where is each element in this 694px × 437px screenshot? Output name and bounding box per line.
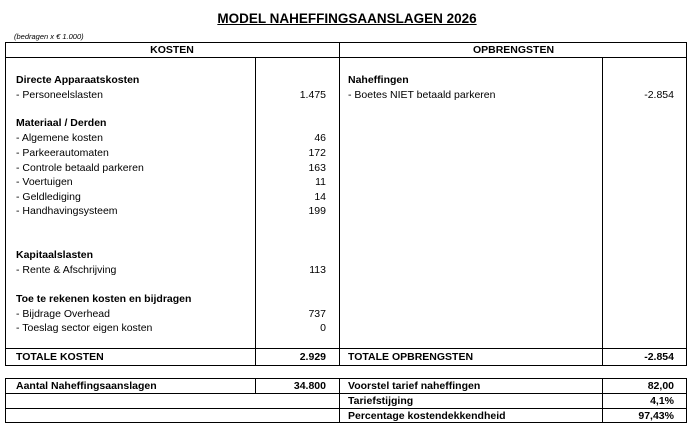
cost-item-value: 1.475 — [299, 89, 326, 101]
summary-column-divider — [255, 378, 256, 393]
cost-item-label: - Geldlediging — [16, 191, 81, 203]
section-heading-revenues: Naheffingen — [348, 74, 409, 86]
total-revenues-value: -2.854 — [644, 351, 674, 363]
cost-item-label: - Personeelslasten — [16, 89, 103, 101]
section-heading-allocated: Toe te rekenen kosten en bijdragen — [16, 293, 192, 305]
cost-item-label: - Handhavingsysteem — [16, 205, 118, 217]
count-label: Aantal Naheffingsaanslagen — [16, 380, 157, 392]
cost-item-label: - Bijdrage Overhead — [16, 308, 110, 320]
page-title: MODEL NAHEFFINGSAANSLAGEN 2026 — [217, 11, 477, 26]
summary-divider — [5, 408, 687, 409]
summary-row-value: 97,43% — [638, 410, 674, 422]
summary-divider — [5, 393, 687, 394]
total-costs-label: TOTALE KOSTEN — [16, 351, 104, 363]
cost-item-value: 0 — [320, 322, 326, 334]
cost-item-value: 46 — [314, 132, 326, 144]
summary-column-divider — [602, 378, 603, 423]
cost-item-value: 172 — [308, 147, 326, 159]
column-divider-costs-values — [255, 57, 256, 366]
totals-divider — [5, 348, 687, 349]
column-divider-costs-revenues — [339, 42, 340, 366]
summary-row-label: Percentage kostendekkendheid — [348, 410, 506, 422]
header-costs: KOSTEN — [150, 44, 194, 56]
summary-row-label: Tariefstijging — [348, 395, 414, 407]
section-heading-material: Materiaal / Derden — [16, 117, 107, 129]
cost-item-label: - Controle betaald parkeren — [16, 162, 144, 174]
summary-row-value: 82,00 — [647, 380, 674, 392]
summary-column-divider — [339, 378, 340, 423]
cost-item-value: 113 — [309, 264, 326, 276]
summary-row-value: 4,1% — [650, 395, 674, 407]
cost-item-value: 11 — [315, 176, 326, 188]
revenue-item-value: -2.854 — [644, 89, 674, 101]
section-heading-direct: Directe Apparaatskosten — [16, 74, 140, 86]
header-revenues: OPBRENGSTEN — [472, 44, 555, 56]
section-heading-capital: Kapitaalslasten — [16, 249, 94, 261]
cost-item-label: - Algemene kosten — [16, 132, 103, 144]
cost-item-value: 737 — [308, 308, 326, 320]
cost-item-label: - Voertuigen — [16, 176, 73, 188]
summary-row-label: Voorstel tarief naheffingen — [348, 380, 481, 392]
total-revenues-label: TOTALE OPBRENGSTEN — [348, 351, 474, 363]
cost-item-label: - Toeslag sector eigen kosten — [16, 322, 153, 334]
header-divider — [5, 57, 687, 58]
revenue-item-label: - Boetes NIET betaald parkeren — [348, 89, 496, 101]
cost-item-value: 199 — [308, 205, 326, 217]
cost-item-value: 14 — [314, 191, 326, 203]
cost-item-value: 163 — [308, 162, 326, 174]
column-divider-revenue-values — [602, 57, 603, 366]
count-value: 34.800 — [293, 380, 326, 392]
amounts-note: (bedragen x € 1.000) — [14, 32, 84, 41]
cost-item-label: - Rente & Afschrijving — [16, 264, 117, 276]
cost-item-label: - Parkeerautomaten — [16, 147, 109, 159]
total-costs-value: 2.929 — [299, 351, 326, 363]
